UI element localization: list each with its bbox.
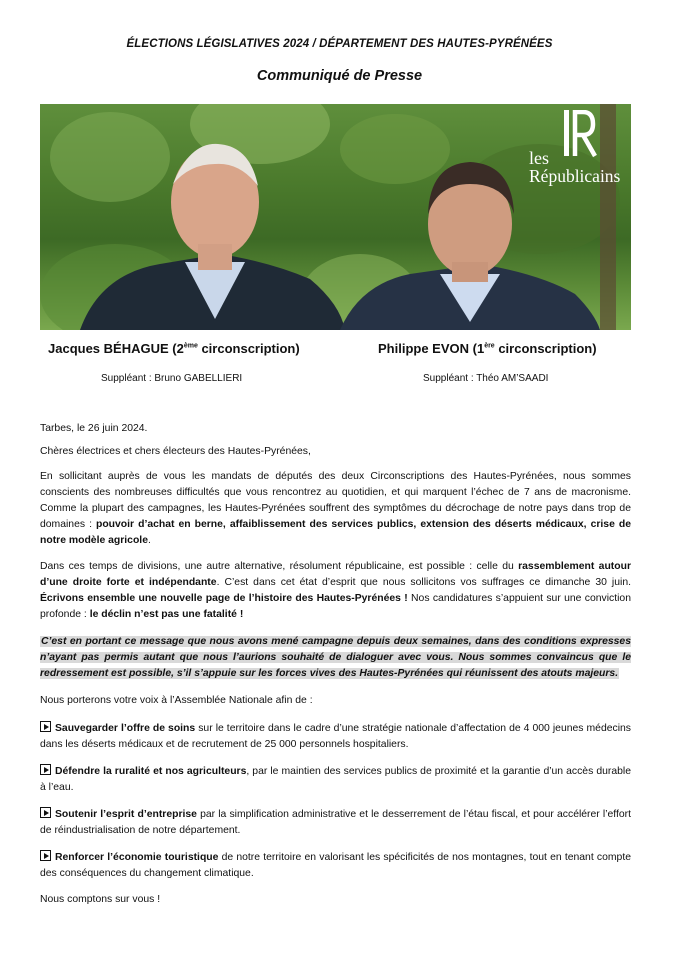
commitments-intro: Nous porterons votre voix à l’Assemblée Nationale afin de : (40, 695, 313, 706)
commitment-item: Défendre la ruralité et nos agriculteurs, par le maintien des services publics de proximité et la garantie d’un accès durable à l’eau. (40, 766, 631, 793)
press-release-title: Communiqué de Presse (256, 68, 423, 84)
play-bullet-icon (40, 721, 51, 732)
play-bullet-icon (40, 807, 51, 818)
election-header: ÉLECTIONS LÉGISLATIVES 2024 / DÉPARTEMENT DES HAUTES-PYRÉNÉES (126, 38, 553, 50)
closing-line: Nous comptons sur vous ! (40, 894, 161, 905)
logo-text-les: les (529, 148, 549, 168)
play-bullet-icon (40, 850, 51, 861)
letter-salutation: Chères électrices et chers électeurs des Hautes-Pyrénées, (40, 446, 311, 457)
commitment-item: Sauvegarder l’offre de soins sur le territoire dans le cadre d’une stratégie nationale d’affectation de 4 000 jeunes médecins dans les déserts médicaux et de recrutement de 25 000 personnels hospitaliers. (40, 723, 631, 750)
letter-date: Tarbes, le 26 juin 2024. (40, 423, 148, 434)
les-republicains-logo (527, 110, 627, 190)
candidate-1-name: Jacques BÉHAGUE (2ème circonscription) (48, 341, 300, 356)
paragraph-alternative: Dans ces temps de divisions, une autre alternative, résolument républicaine, est possible : celle du rassemblement autour d’une droite forte et indépendante. C’est dans cet état d’esprit que nous sollicitons vos suffrages ce dimanche 30 juin. Écrivons ensemble une nouvelle page de l’histoire des Hautes-Pyrénées ! Nos candidatures s’appuient sur une conviction profonde : le déclin n’est pas une fatalité ! (40, 561, 631, 620)
commitment-item: Renforcer l’économie touristique de notre territoire en valorisant les spécificités de nos montagnes, tout en tenant compte des conséquences du changement climatique. (40, 852, 631, 879)
lr-mark-icon (561, 110, 597, 158)
paragraph-context: En sollicitant auprès de vous les mandats de députés des deux Circonscriptions des Hautes-Pyrénées, nous sommes conscients des nombreuses difficultés que vous rencontrez au quotidien, et qui marquent l’échec de 7 ans de macronisme. Comme la plupart des campagnes, les Hautes-Pyrénées souffrent des symptômes du décrochage de notre pays dans trop de domaines : pouvoir d’achat en berne, affaiblissement des services publics, extension des déserts médicaux, crise de notre modèle agricole. (40, 471, 631, 546)
candidate-1-substitute: Suppléant : Bruno GABELLIERI (101, 373, 243, 384)
commitment-item: Soutenir l’esprit d’entreprise par la simplification administrative et le desserrement de l’étau fiscal, et pour accélérer l’effort de réindustrialisation de notre département. (40, 809, 631, 836)
logo-text-republicains: Républicains (529, 166, 621, 186)
candidate-2-substitute: Suppléant : Théo AM’SAADI (423, 373, 549, 384)
candidates-photo (40, 104, 631, 330)
candidate-2-name: Philippe EVON (1ère circonscription) (378, 341, 597, 356)
paragraph-highlight: C’est en portant ce message que nous avons mené campagne depuis deux semaines, dans des conditions expresses n’ayant pas permis autant que nous l’aurions souhaité de dialoguer avec vous. Nous sommes convaincus que le redressement est possible, s’il s’appuie sur les forces vives des Hautes-Pyrénées qui réunissent des atouts majeurs. (40, 636, 631, 679)
play-bullet-icon (40, 764, 51, 775)
